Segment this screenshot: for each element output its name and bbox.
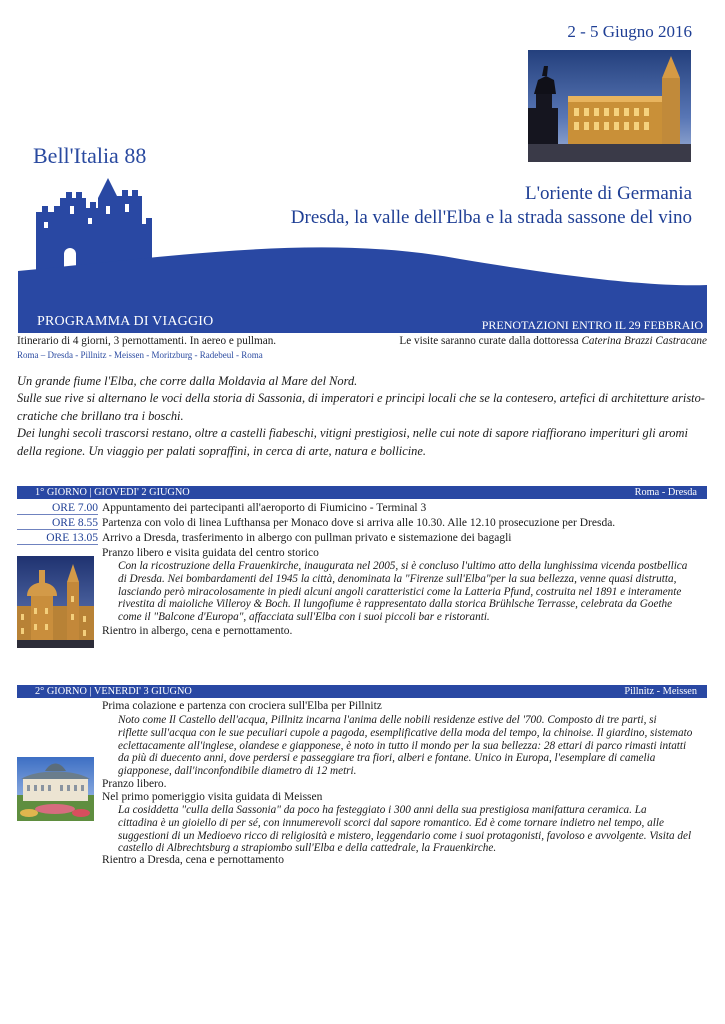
day-2-title: 2° GIORNO | VENERDI' 3 GIUGNO: [35, 686, 192, 697]
day-2-pillnitz-note: [118, 714, 692, 778]
note-line: di Dresda. Nei bombardamenti del 1945 la città, denominata la "Firenze sull'Elba"per la sua bellezza, venne quasi distrutta,: [118, 572, 677, 585]
day-2-lunch: Pranzo libero.: [102, 778, 167, 790]
note-line: eclettacamente all'inglese, olandese e giapponese, è noto in tutto il mondo per la sua bellezza: 28 ettari di parco rimasti intatti: [118, 739, 687, 752]
day-1-title: 1° GIORNO | GIOVEDI' 2 GIUGNO: [35, 487, 190, 498]
intro-line: cratiche che brillano tra i boschi.: [17, 408, 184, 423]
note-line: suggestioni di un Medioevo ricco di religiosità e mistero, leggendario come i suoi protagonisti, favoloso e avvolgente. Visita del: [118, 829, 692, 842]
pillnitz-castle-photo: [17, 757, 94, 821]
note-line: come il "Balcone d'Europa", affacciata sull'Elba con i suoi piccoli bar e ristoranti.: [118, 611, 490, 624]
schedule-time: ORE 8.55: [17, 517, 98, 530]
intro-line: Un grande fiume l'Elba, che corre dalla Moldavia al Mare del Nord.: [17, 374, 358, 388]
note-line: rivestita di maioliche Villeroy & Boch. Il lungofiume è rappresentato dalla storica Brühlsche Terrasse, celebrata da Goethe: [118, 598, 673, 611]
day-1-return: Rientro in albergo, cena e pernottamento.: [102, 625, 293, 637]
day-1-lunch: Pranzo libero e visita guidata del centro storico: [102, 547, 319, 559]
day-1-route: Roma - Dresda: [634, 487, 697, 498]
tour-headline-1: L'oriente di Germania: [525, 183, 692, 204]
intro-line: Sulle sue rive si alternano le voci della storia di Sassonia, di imperatori e principi locali che se la contesero, artefici di architetture aristo-: [17, 391, 705, 406]
note-line: lasciando però miracolosamente in piedi alcuni angoli caratteristici come la Latteria Pfund, costruita nel 1891 e interamente: [118, 585, 682, 598]
note-line: Noto come Il Castello dell'acqua, Pillnitz incarna l'anima delle nobili residenze estive del '700. Composto di tre parti, si: [118, 714, 657, 726]
schedule-time: ORE 13.05: [17, 532, 98, 545]
note-line: da più di duecento anni, dove perdersi e passeggiare tra fiori, alberi e fontane. Unico in Europa, l'esemplare di camelia: [118, 752, 656, 765]
note-line: cittadina è un gioiello di per sé, con innumerevoli scorci dal sapore romantico. Ed è come tornare indietro nel tempo, alle: [118, 816, 664, 829]
note-line: La cosiddetta "culla della Sassonia" da poco ha festeggiato i 300 anni della sua prestigiosa manifattura ceramica. La: [118, 804, 647, 816]
route-summary: Roma – Dresda - Pillnitz - Meissen - Moritzburg - Radebeul - Roma: [17, 350, 263, 360]
schedule-activity: Appuntamento dei partecipanti all'aeroporto di Fiumicino - Terminal 3: [102, 502, 427, 514]
frauenkirche-photo: [17, 556, 94, 648]
note-line: castello di Albrechtsburg a strapiombo sull'Elba e della cattedrale, la Frauenkirche.: [118, 842, 497, 855]
note-line: Con la ricostruzione della Frauenkirche, inaugurata nel 2005, si è concluso l'ultimo atto della lunghissima vicenda postbellica: [118, 560, 688, 572]
note-line: riflette sull'acqua con le sue peculiari cupole a pagoda, esemplificative della moda del tempo, la chinoise. Il giardino, sistemato: [118, 726, 693, 739]
guide-name: Caterina Brazzi Castracane: [581, 335, 707, 347]
note-line: giapponese, dall'inconfondibile diametro di 12 metri.: [118, 765, 357, 778]
day-2-breakfast: Prima colazione e partenza con crociera sull'Elba per Pillnitz: [102, 700, 382, 712]
program-label: PROGRAMMA DI VIAGGIO: [37, 314, 214, 329]
intro-paragraph: [17, 373, 709, 460]
day-2-return: Rientro a Dresda, cena e pernottamento: [102, 854, 285, 866]
day-2-header: [17, 685, 707, 698]
tour-date: 2 - 5 Giugno 2016: [567, 22, 692, 41]
intro-line: della regione. Un viaggio per palati sopraffini, in cerca di arte, natura e bollicine.: [17, 443, 426, 458]
day-1-header: [17, 486, 707, 499]
booking-deadline: PRENOTAZIONI ENTRO IL 29 FEBBRAIO: [481, 318, 703, 332]
day-2-route: Pillnitz - Meissen: [624, 686, 697, 697]
agency-brand: Bell'Italia 88: [33, 143, 147, 168]
itinerary-summary: Itinerario di 4 giorni, 3 pernottamenti. In aereo e pullman.: [17, 335, 277, 347]
guide-info: [399, 335, 707, 347]
day-1-note: [118, 560, 687, 624]
day-2-afternoon: Nel primo pomeriggio visita guidata di Meissen: [102, 791, 323, 803]
schedule-activity: Partenza con volo di linea Lufthansa per Monaco dove si arriva alle 10.30. Alle 12.10 prosecuzione per Dresda.: [102, 517, 616, 529]
intro-line: Dei lunghi secoli trascorsi restano, oltre a castelli fiabeschi, vitigni prestigiosi, nelle cui note di sapore riaffiorano imperituri gli aromi: [17, 426, 688, 441]
dresden-night-photo: [528, 50, 691, 162]
guide-prefix: Le visite saranno curate dalla dottoressa: [399, 335, 582, 347]
tour-headline-2: Dresda, la valle dell'Elba e la strada sassone del vino: [290, 207, 692, 228]
schedule-time: ORE 7.00: [17, 502, 98, 515]
day-2-meissen-note: [118, 804, 691, 855]
schedule-activity: Arrivo a Dresda, trasferimento in albergo con pullman privato e sistemazione dei bagagli: [102, 532, 512, 544]
